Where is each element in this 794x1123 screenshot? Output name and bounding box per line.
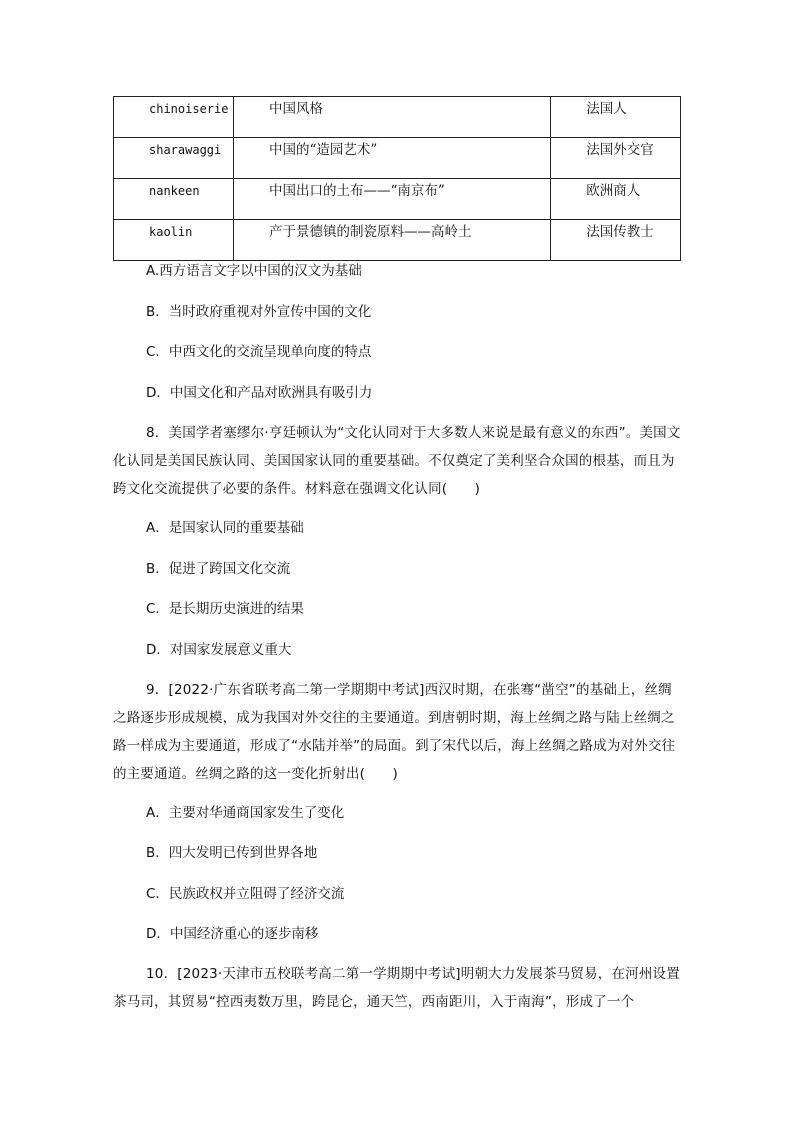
table-cell-meaning: 中国风格 (233, 97, 550, 138)
table-cell-source: 法国外交官 (551, 138, 681, 179)
q9-option-d: D．中国经济重心的逐步南移 (146, 926, 319, 942)
table-cell-word: nankeen (114, 179, 234, 220)
table-cell-source: 欧洲商人 (551, 179, 681, 220)
q9-option-c: C．民族政权并立阻碍了经济交流 (146, 886, 345, 902)
q8-option-a: A．是国家认同的重要基础 (146, 520, 304, 536)
q7-option-d: D．中国文化和产品对欧洲具有吸引力 (146, 385, 373, 401)
q7-option-a: A.西方语言文字以中国的汉文为基础 (146, 263, 362, 279)
table-row (114, 179, 681, 220)
q9-option-a: A．主要对华通商国家发生了变化 (146, 805, 345, 821)
table-cell-source: 法国人 (551, 97, 681, 138)
table-cell-meaning: 中国出口的土布——“南京布” (233, 179, 550, 220)
q8-stem: 8．美国学者塞缪尔·亨廷顿认为“文化认同对于大多数人来说是最有意义的东西”。美国文化认同是美国民族认同、美国国家认同的重要基础。不仅奠定了美利坚合众国的根基，而且为跨文化交流提供了必要的条件。材料意在强调文化认同( ) (113, 425, 681, 497)
vocabulary-table (113, 96, 681, 261)
table-cell-meaning: 中国的“造园艺术” (233, 138, 550, 179)
table-row (114, 220, 681, 261)
table-cell-word: kaolin (114, 220, 234, 261)
q8-option-c: C．是长期历史演进的结果 (146, 601, 304, 617)
table-cell-meaning: 产于景德镇的制瓷原料——高岭土 (233, 220, 550, 261)
table-cell-word: chinoiserie (114, 97, 234, 138)
table-cell-word: sharawaggi (114, 138, 234, 179)
table-cell-source: 法国传教士 (551, 220, 681, 261)
q7-option-b: B．当时政府重视对外宣传中国的文化 (146, 304, 372, 320)
q8-option-b: B．促进了跨国文化交流 (146, 561, 291, 577)
q8-option-d: D．对国家发展意义重大 (146, 642, 292, 658)
q7-option-c: C．中西文化的交流呈现单向度的特点 (146, 344, 372, 360)
q10-stem: 10．[2023·天津市五校联考高二第一学期期中考试]明朝大力发展茶马贸易，在河州设置茶马司，其贸易“控西夷数万里，跨昆仑，通天竺，西南距川，入于南海”，形成了一个 (113, 966, 680, 1010)
table-row (114, 97, 681, 138)
q9-stem: 9．[2022·广东省联考高二第一学期期中考试]西汉时期，在张骞“凿空”的基础上，丝绸之路逐步形成规模，成为我国对外交往的主要通道。到唐朝时期，海上丝绸之路与陆上丝绸之路一样成为主要通道，形成了“水陆并举”的局面。到了宋代以后，海上丝绸之路成为对外交往的主要通道。丝绸之路的这一变化折射出( ) (113, 682, 676, 782)
table-row (114, 138, 681, 179)
q9-option-b: B．四大发明已传到世界各地 (146, 845, 318, 861)
